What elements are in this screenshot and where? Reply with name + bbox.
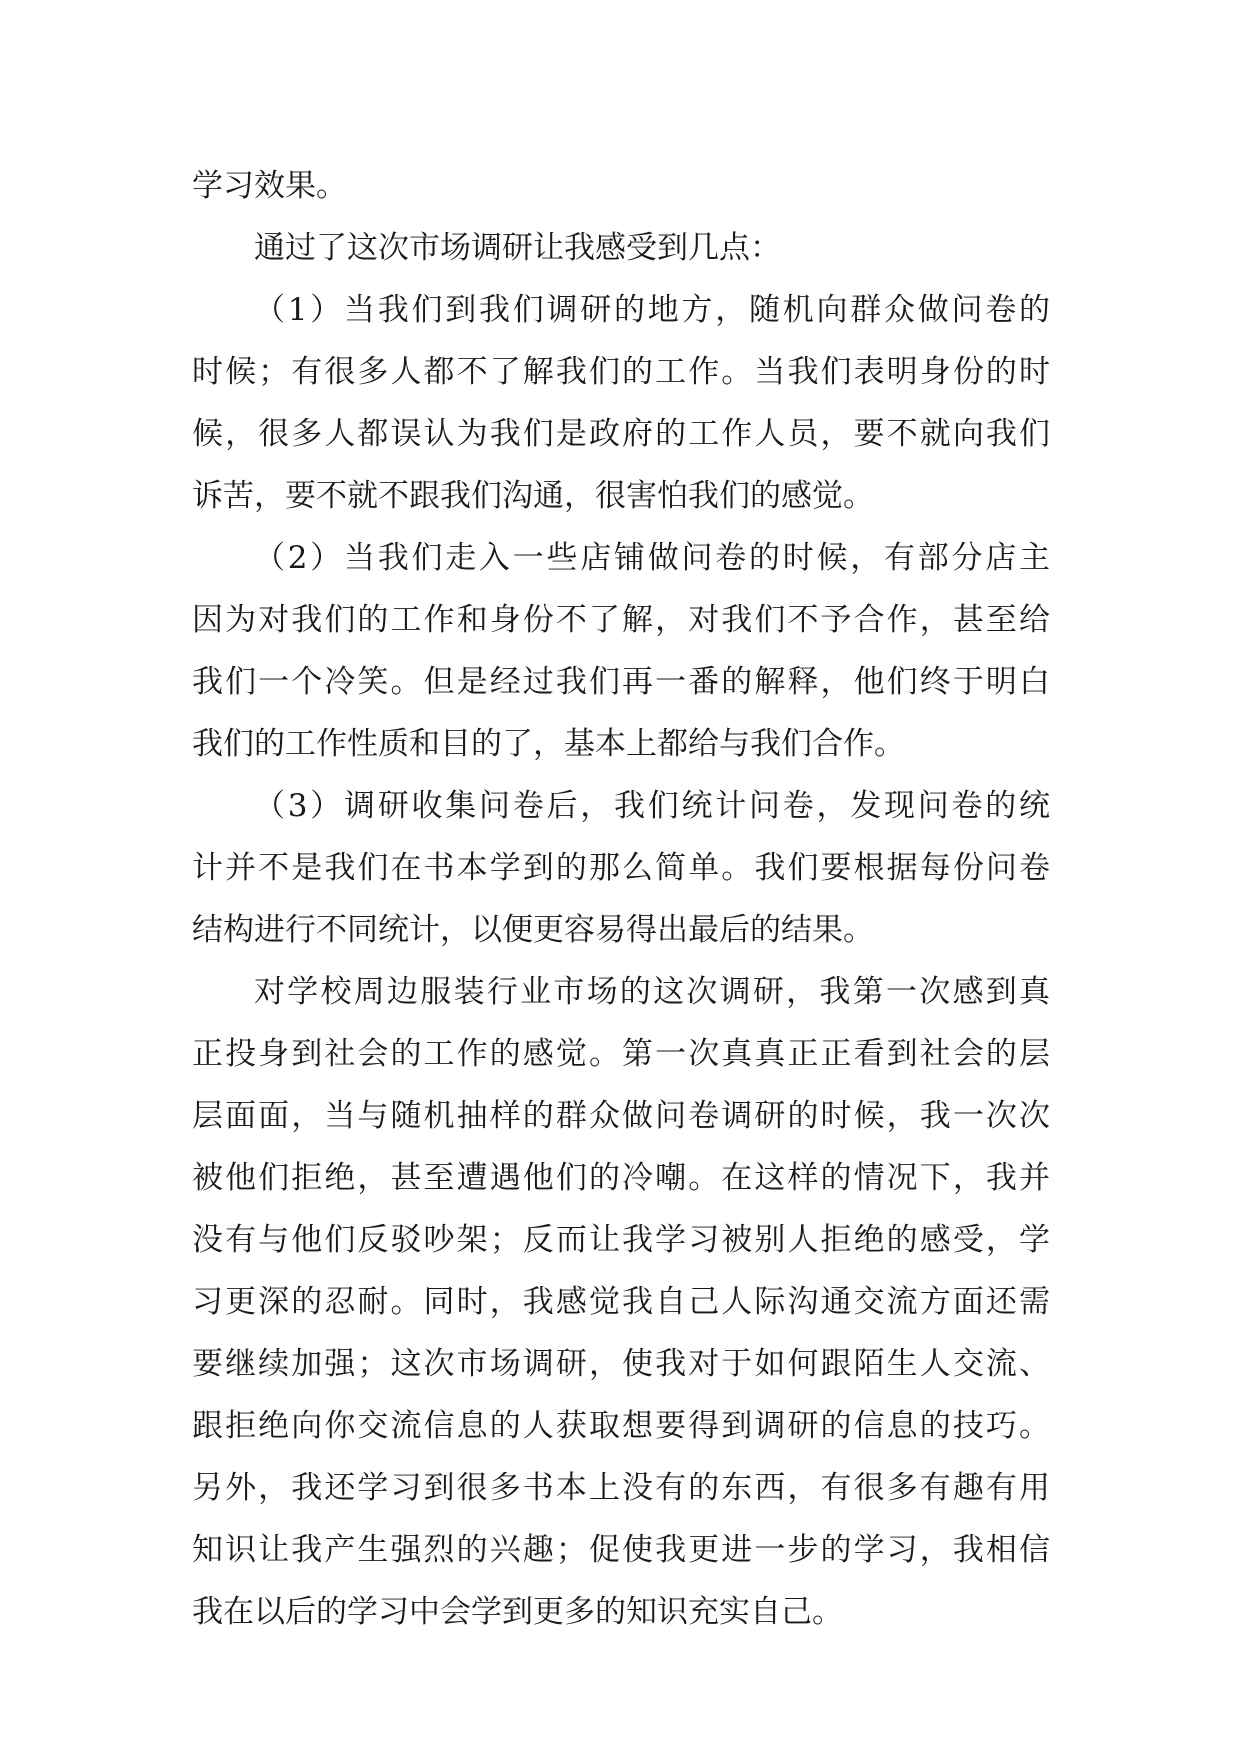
- text-line: 对学校周边服装行业市场的这次调研，我第一次感到真: [254, 974, 1050, 1010]
- text-line: 被他们拒绝，甚至遭遇他们的冷嘲。在这样的情况下，我并: [192, 1160, 1050, 1196]
- text-line: （3）调研收集问卷后，我们统计问卷，发现问卷的统: [254, 788, 1050, 824]
- paragraph: [192, 155, 1050, 217]
- text-line: 要继续加强；这次市场调研，使我对于如何跟陌生人交流、: [192, 1346, 1050, 1382]
- text-line: 学习效果。: [192, 168, 347, 204]
- text-line: 时候；有很多人都不了解我们的工作。当我们表明身份的时: [192, 354, 1050, 390]
- text-line: 通过了这次市场调研让我感受到几点：: [254, 230, 781, 266]
- text-line: （1）当我们到我们调研的地方，随机向群众做问卷的: [254, 292, 1050, 328]
- document-page: [192, 155, 1050, 1643]
- paragraph: [192, 217, 1050, 279]
- text-line: 跟拒绝向你交流信息的人获取想要得到调研的信息的技巧。: [192, 1408, 1050, 1444]
- text-line: 没有与他们反驳吵架；反而让我学习被别人拒绝的感受，学: [192, 1222, 1050, 1258]
- text-line: （2）当我们走入一些店铺做问卷的时候，有部分店主: [254, 540, 1050, 576]
- text-line: 因为对我们的工作和身份不了解，对我们不予合作，甚至给: [192, 602, 1050, 638]
- text-line: 诉苦，要不就不跟我们沟通，很害怕我们的感觉。: [192, 478, 874, 514]
- paragraph: [192, 279, 1050, 527]
- text-line: 习更深的忍耐。同时，我感觉我自己人际沟通交流方面还需: [192, 1284, 1050, 1320]
- text-line: 正投身到社会的工作的感觉。第一次真真正正看到社会的层: [192, 1036, 1050, 1072]
- paragraph: [192, 527, 1050, 775]
- text-line: 候，很多人都误认为我们是政府的工作人员，要不就向我们: [192, 416, 1050, 452]
- text-line: 另外，我还学习到很多书本上没有的东西，有很多有趣有用: [192, 1470, 1050, 1506]
- text-line: 层面面，当与随机抽样的群众做问卷调研的时候，我一次次: [192, 1098, 1050, 1134]
- paragraph: [192, 961, 1050, 1643]
- text-line: 我们一个冷笑。但是经过我们再一番的解释，他们终于明白: [192, 664, 1050, 700]
- text-line: 我在以后的学习中会学到更多的知识充实自己。: [192, 1594, 843, 1630]
- text-line: 计并不是我们在书本学到的那么简单。我们要根据每份问卷: [192, 850, 1050, 886]
- text-line: 知识让我产生强烈的兴趣；促使我更进一步的学习，我相信: [192, 1532, 1050, 1568]
- text-line: 结构进行不同统计，以便更容易得出最后的结果。: [192, 912, 874, 948]
- text-line: 我们的工作性质和目的了，基本上都给与我们合作。: [192, 726, 905, 762]
- paragraph: [192, 775, 1050, 961]
